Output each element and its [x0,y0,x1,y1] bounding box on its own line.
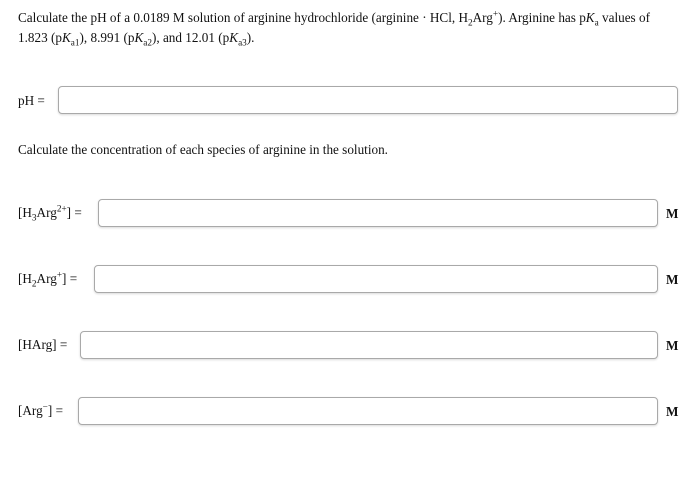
pk3-label: $(pK_{a3})$. [218,30,255,48]
species-label-arg: [Arg−] = [18,401,64,418]
values-of-text: values of [598,10,650,25]
formula-arg-superscript: + [492,8,499,19]
pk3-value: 12.01 [185,30,215,45]
species-label-h3arg: $[H_3Arg^{2+}]$ = [18,203,82,223]
ph-label: pH = [18,93,45,108]
arg-field[interactable] [78,397,658,425]
harg-field[interactable] [80,331,658,359]
ka-subscript: a [594,17,599,28]
question-text [18,8,678,48]
species-label-h2arg: $[H_2Arg^+]$ = [18,269,78,289]
ph-field[interactable] [58,86,678,114]
ph-row [18,86,45,116]
question-line-1 [18,8,678,28]
species-row-h3arg [18,198,82,228]
arg-unit: M [666,404,679,419]
species-row-arg [18,396,63,426]
question-after-formula: ). Arginine has p [498,10,586,25]
ph-input[interactable] [59,87,677,113]
pk1-value: 1.823 [18,30,48,45]
harg-unit: M [666,338,679,353]
question-intro: Calculate the pH of a 0.0189 M solution of arginine hydrochloride (arginine · HCl, H [18,10,468,25]
species-label-harg: [HArg] = [18,337,68,352]
pk1-label: $(pK_{a1})$, [50,30,88,48]
species-instruction: Calculate the concentration of each species of arginine in the solution. [18,142,388,157]
formula-arg: Arg [472,10,493,25]
pk2-label: $(pK_{a2})$, and [123,30,182,48]
harg-input[interactable] [81,332,657,358]
h2arg-field[interactable] [94,265,658,293]
formula-h-subscript: 2 [468,17,473,28]
question-line-2 [18,28,678,48]
ka-k: K [585,10,595,25]
h2arg-input[interactable] [95,266,657,292]
species-row-harg [18,330,67,360]
pk2-value: 8.991 [90,30,121,45]
h3arg-input[interactable] [99,200,657,226]
h3arg-field[interactable] [98,199,658,227]
h2arg-unit: M [666,272,679,287]
arg-input[interactable] [79,398,657,424]
species-row-h2arg [18,264,77,294]
h3arg-unit: M [666,206,679,221]
